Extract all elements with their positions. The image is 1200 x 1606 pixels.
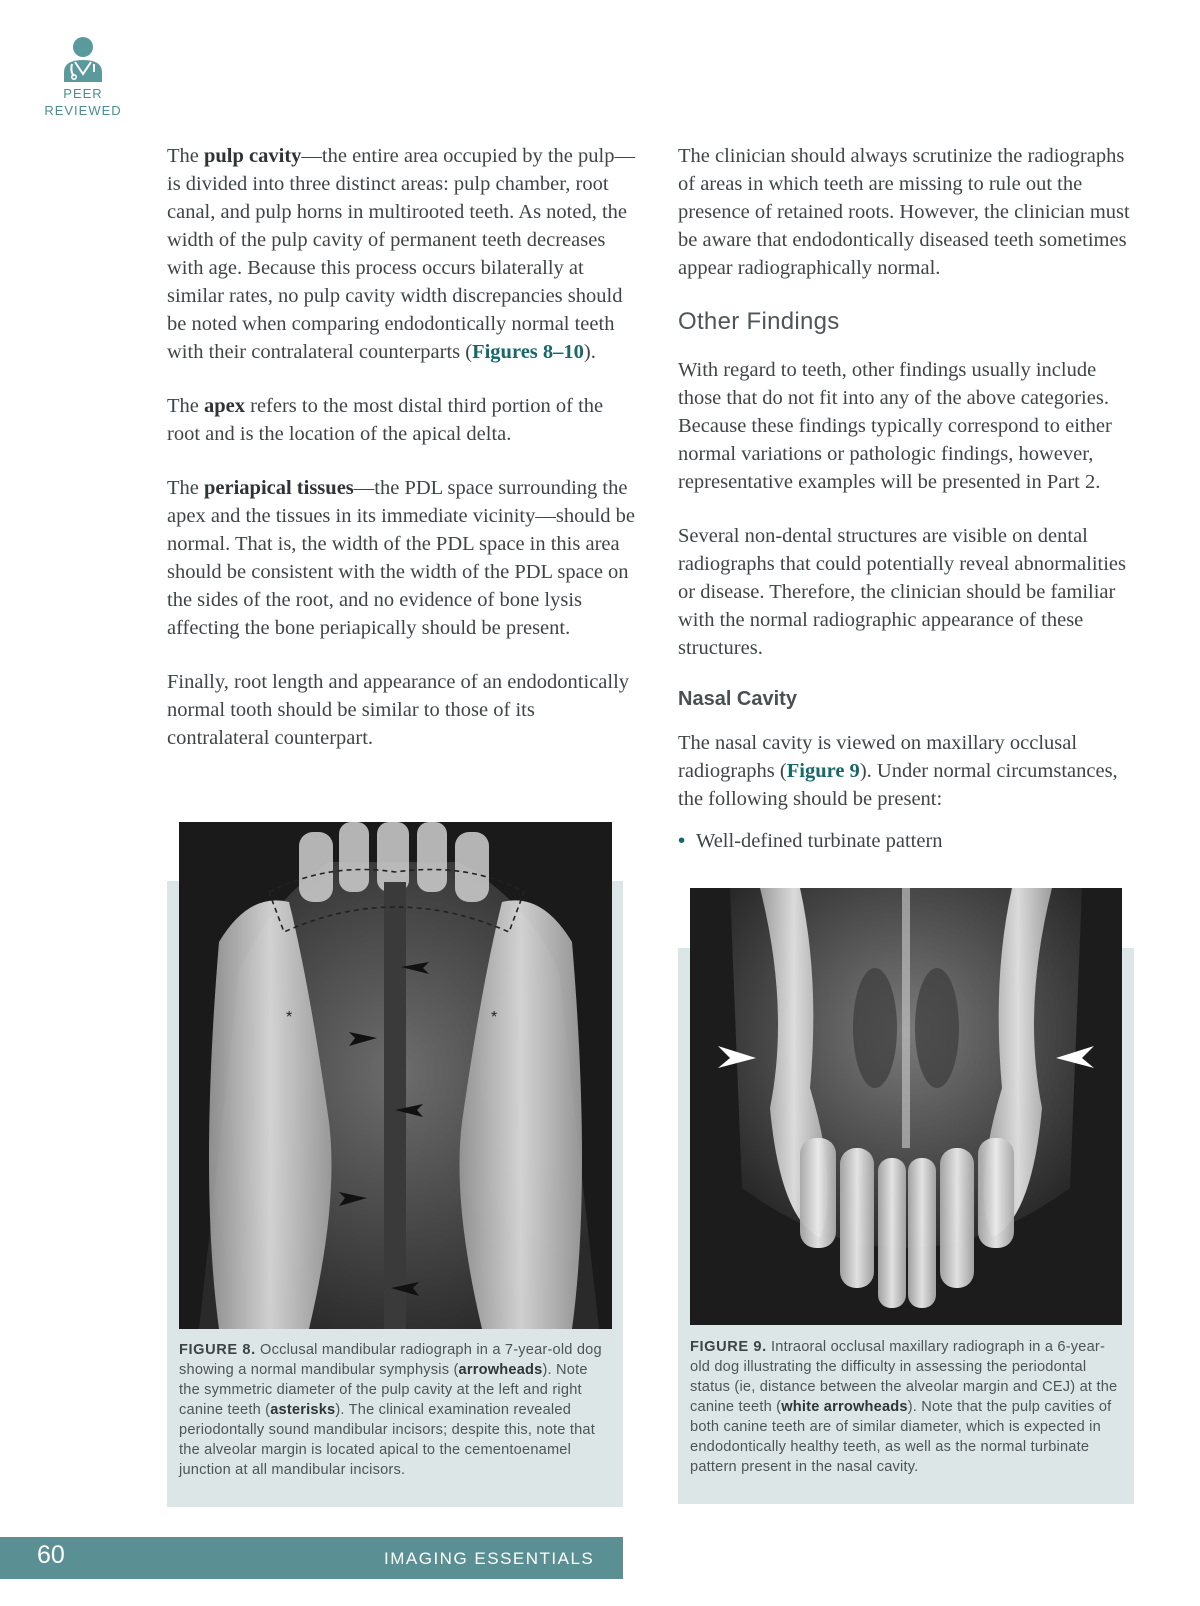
caption-bold: white arrowheads	[781, 1399, 908, 1415]
bullet-icon: •	[678, 829, 686, 852]
caption-text: ). Note the symmetric diameter of the pulp cavity at the left and right canine teeth (	[179, 1362, 588, 1418]
figure-8-label: FIGURE 8.	[179, 1342, 256, 1358]
text: The	[167, 145, 204, 167]
doctor-icon	[60, 34, 106, 84]
list-item	[678, 827, 1138, 855]
caption-text: Intraoral occlusal maxillary radiograph in a 6-year-old dog illustrating the difficulty in assessing the periodontal status (ie, distance between the alveolar margin and CEJ) at the canine teeth (	[690, 1339, 1118, 1415]
paragraph-pulp-cavity	[167, 142, 637, 366]
caption-bold: arrowheads	[458, 1362, 543, 1378]
caption-text: ). The clinical examination revealed periodontally sound mandibular incisors; despite this, note that the alveolar margin is located apical to the cementoenamel junction at all mandibular incisors.	[179, 1402, 595, 1478]
caption-bold: asterisks	[270, 1402, 336, 1418]
figure-9-link[interactable]: Figure 9	[786, 760, 860, 782]
text: refers to the most distal third portion of the root and is the location of the apical delta.	[167, 395, 604, 445]
paragraph-apex	[167, 392, 637, 448]
peer-reviewed-badge	[38, 34, 128, 118]
term-apex: apex	[204, 395, 245, 417]
paragraph-retained-roots: The clinician should always scrutinize the radiographs of areas in which teeth are missing to rule out the presence of retained roots. However, the clinician must be aware that endodontically diseased teeth sometimes appear radiographically normal.	[678, 145, 1130, 279]
text: The	[167, 477, 204, 499]
text: The nasal cavity is viewed on maxillary occlusal radiographs (	[678, 732, 1078, 782]
text: —the entire area occupied by the pulp—is divided into three distinct areas: pulp chamber, root canal, and pulp horns in multirooted teeth. As noted, the width of the pulp cavity of permanent teeth decreases with age. Because this process occurs bilaterally at similar rates, no pulp cavity width discrepancies should be noted when comparing endodontically normal teeth with their contralateral counterparts (	[167, 145, 635, 363]
badge-label-line1: PEER	[63, 86, 103, 101]
maxillary-radiograph-image	[690, 888, 1122, 1325]
section-heading-other-findings: Other Findings	[678, 308, 840, 335]
figure-9-label: FIGURE 9.	[690, 1339, 767, 1355]
page-number: 60	[37, 1541, 65, 1569]
caption-text: Occlusal mandibular radiograph in a 7-year-old dog showing a normal mandibular symphysis (	[179, 1342, 602, 1378]
paragraph-other-findings: With regard to teeth, other findings usually include those that do not fit into any of the above categories. Because these findings typically correspond to either normal variations or pathologic findings, however, representative examples will be presented in Part 2.	[678, 359, 1112, 493]
figure-9-caption	[690, 1337, 1122, 1477]
figure-8-caption	[179, 1340, 611, 1480]
figures-link[interactable]: Figures 8–10	[472, 341, 584, 363]
footer-section-title: IMAGING ESSENTIALS	[384, 1549, 595, 1568]
bullet-list	[678, 827, 1138, 855]
paragraph-root-length: Finally, root length and appearance of an endodontically normal tooth should be similar to those of its contralateral counterpart.	[167, 671, 630, 749]
asterisk-right: *	[491, 1009, 498, 1026]
term-pulp-cavity: pulp cavity	[204, 145, 302, 167]
paragraph-periapical	[167, 474, 637, 642]
figure-8-radiograph	[179, 822, 612, 1329]
figure-9-radiograph	[690, 888, 1122, 1325]
asterisk-left: *	[286, 1009, 293, 1026]
left-column	[167, 142, 637, 778]
caption-text: ). Note that the pulp cavities of both canine teeth are of similar diameter, which is expected in endodontically healthy teeth, as well as the normal turbinate pattern present in the nasal cavity.	[690, 1399, 1112, 1475]
paragraph-non-dental: Several non-dental structures are visible on dental radiographs that could potentially reveal abnormalities or disease. Therefore, the clinician should be familiar with the normal radiographic appearance of these structures.	[678, 525, 1127, 659]
mandibular-radiograph-image	[179, 822, 612, 1329]
term-periapical-tissues: periapical tissues	[204, 477, 354, 499]
badge-label-line2: REVIEWED	[44, 103, 122, 118]
list-item-text: Well-defined turbinate pattern	[696, 830, 943, 852]
right-column	[678, 142, 1138, 855]
subheading-nasal-cavity: Nasal Cavity	[678, 688, 797, 710]
text: ).	[583, 341, 596, 363]
paragraph-nasal-cavity	[678, 729, 1138, 813]
text: The	[167, 395, 204, 417]
text: —the PDL space surrounding the apex and the tissues in its immediate vicinity—should be normal. That is, the width of the PDL space in this area should be consistent with the width of the PDL space on the sides of the root, and no evidence of bone lysis affecting the bone periapically should be present.	[167, 477, 636, 639]
text: ). Under normal circumstances, the following should be present:	[678, 760, 1118, 810]
